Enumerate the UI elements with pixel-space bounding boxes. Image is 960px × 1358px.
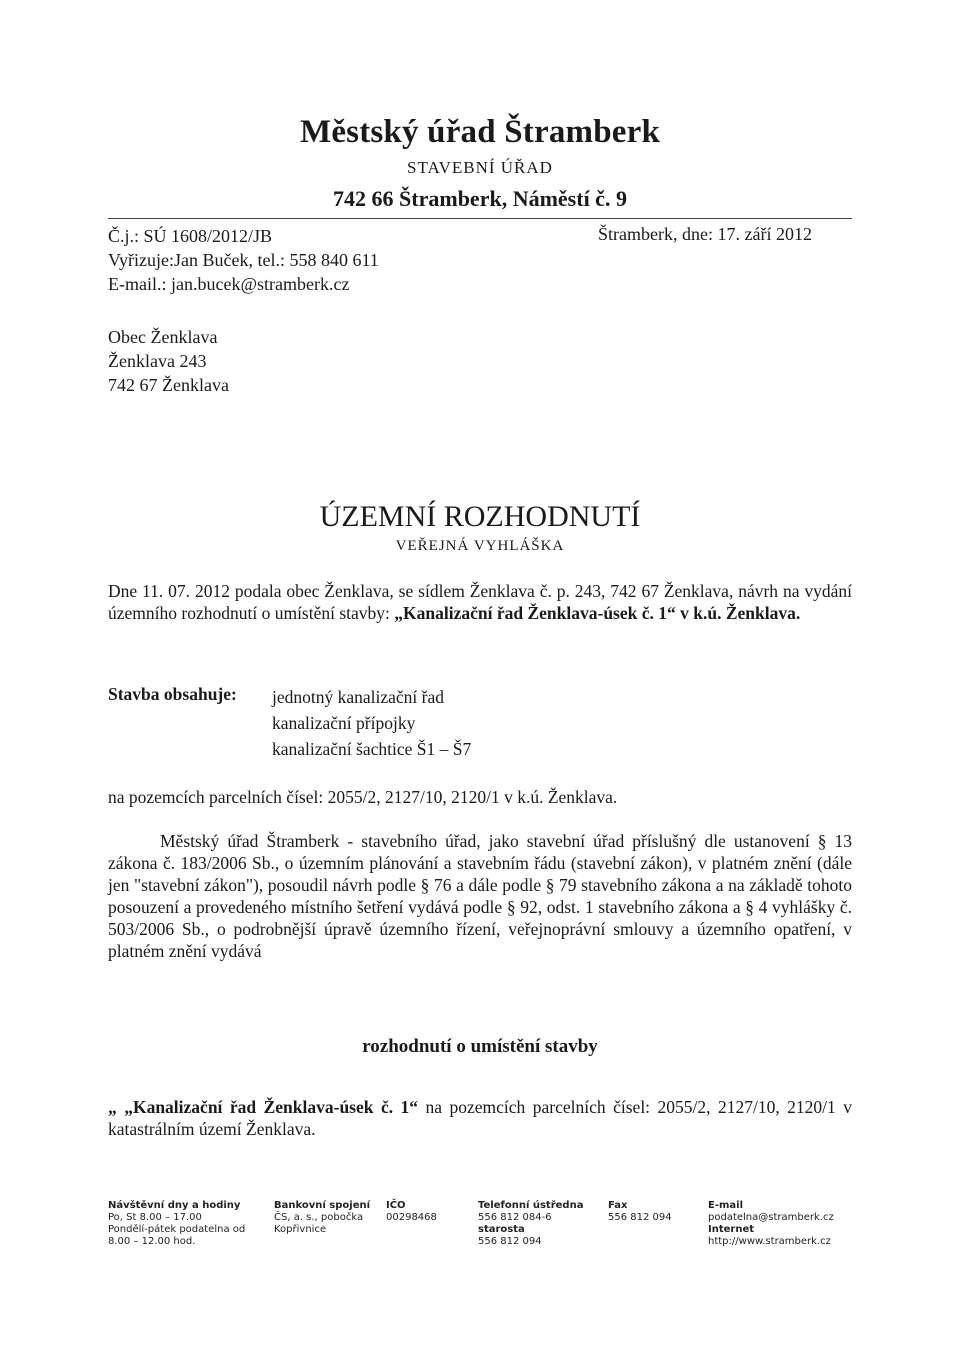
document-subtitle: VEŘEJNÁ VYHLÁŠKA (395, 538, 565, 554)
footer-line: Po, St 8.00 – 17.00 (108, 1212, 202, 1223)
footer-bank (274, 1200, 370, 1236)
construction-contents-label: Stavba obsahuje: (108, 684, 237, 704)
footer-heading: Fax (608, 1200, 628, 1211)
construction-contents-list (272, 684, 471, 762)
parcels-paragraph: na pozemcích parcelních čísel: 2055/2, 2127/10, 2120/1 v k.ú. Ženklava. (108, 787, 618, 807)
footer-heading: Bankovní spojení (274, 1200, 371, 1211)
email-line (108, 272, 349, 296)
decision-heading: rozhodnutí o umístění stavby (362, 1036, 598, 1057)
footer-line: 8.00 – 12.00 hod. (108, 1236, 196, 1247)
footer-line: 556 812 094 (608, 1212, 672, 1223)
footer-email (708, 1200, 834, 1248)
department-name: STAVEBNÍ ÚŘAD (407, 158, 553, 177)
footer-line: 556 812 094 (478, 1236, 542, 1247)
footer-line: 556 812 084-6 (478, 1212, 552, 1223)
project-name: „Kanalizační řad Ženklava-úsek č. 1“ v k.ú. Ženklava. (394, 603, 801, 623)
list-item: kanalizační šachtice Š1 – Š7 (272, 739, 472, 759)
footer-line: 00298468 (386, 1212, 437, 1223)
document-title: ÚZEMNÍ ROZHODNUTÍ (319, 500, 641, 533)
footer-heading: Telefonní ústředna (478, 1200, 584, 1211)
footer-ico (386, 1200, 437, 1224)
intro-paragraph (108, 580, 852, 624)
footer-line: ČS, a. s., pobočka (274, 1212, 364, 1223)
email-label: E-mail.: (108, 274, 167, 294)
footer-fax (608, 1200, 672, 1224)
footer-heading: Návštěvní dny a hodiny (108, 1200, 241, 1211)
decision-paragraph (108, 1096, 852, 1140)
handler-contact: Vyřizuje:Jan Buček, tel.: 558 840 611 (108, 250, 379, 270)
footer-heading: IČO (386, 1200, 406, 1211)
footer-subheading: Internet (708, 1224, 755, 1235)
recipient-line: Ženklava 243 (108, 351, 207, 371)
office-name: Městský úřad Štramberk (299, 114, 661, 150)
footer-heading: E-mail (708, 1200, 744, 1211)
list-item: kanalizační přípojky (272, 713, 416, 733)
decision-text: na pozemcích parcelních čísel: 2055/2, 2127/10, 2120/1 v katastrálním území Ženklava. (108, 1097, 852, 1139)
reference-number: Č.j.: SÚ 1608/2012/JB (108, 226, 273, 246)
footer-line: Pondělí-pátek podatelna od (108, 1224, 246, 1235)
list-item: jednotný kanalizační řad (272, 687, 445, 707)
letterhead-divider (108, 218, 852, 219)
legal-paragraph: Městský úřad Štramberk - stavebního úřad, jako stavební úřad příslušný dle ustanovení § 13 zákona č. 183/2006 Sb., o územním plánování a stavebním řádu (stavební zákon), v platném znění (dále jen "stavební zákon"), posoudil návrh podle § 76 a dále podle § 79 stavebního zákona a na základě tohoto posouzení a provedeného místního šetření vydává podle § 92, odst. 1 stavebního zákona a § 4 vyhlášky č. 503/2006 Sb., o podrobnější úpravě územního řízení, veřejnoprávní smlouvy a územního opatření, v platném znění vydává (108, 831, 852, 961)
intro-text: Dne 11. 07. 2012 podala obec Ženklava, se sídlem Ženklava č. p. 243, 742 67 Ženklava, návrh na vydání územního rozhodnutí o umístění stavby: (108, 581, 852, 623)
decision-project-name: „ „Kanalizační řad Ženklava-úsek č. 1“ (108, 1097, 419, 1117)
footer-hours (108, 1200, 245, 1248)
recipient-line: 742 67 Ženklava (108, 375, 229, 395)
email-value[interactable]: jan.bucek@stramberk.cz (170, 274, 350, 294)
footer-line: Kopřivnice (274, 1224, 327, 1235)
recipient-address (108, 325, 229, 397)
office-address: 742 66 Štramberk, Náměstí č. 9 (333, 186, 627, 211)
footer-email-link[interactable]: podatelna@stramberk.cz (708, 1212, 834, 1223)
footer-subheading: starosta (478, 1224, 525, 1235)
footer-website-link[interactable]: http://www.stramberk.cz (708, 1236, 831, 1247)
footer-phone (478, 1200, 583, 1248)
recipient-line: Obec Ženklava (108, 327, 218, 347)
document-date: Štramberk, dne: 17. září 2012 (598, 224, 812, 244)
